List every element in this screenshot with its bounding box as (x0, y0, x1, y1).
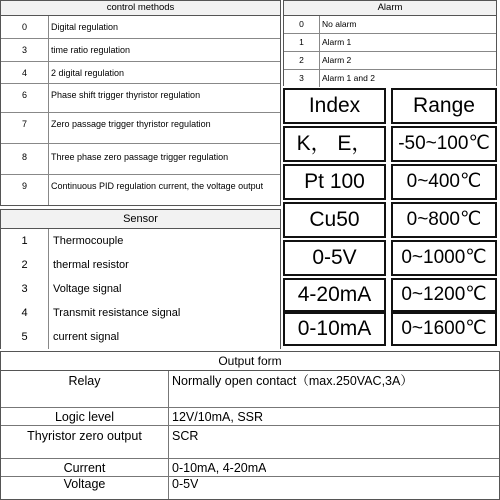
control-methods-table (0, 0, 281, 206)
alarm-number: 3 (284, 70, 320, 87)
sensor-text: current signal (53, 331, 120, 343)
table-row (284, 70, 496, 87)
index-header: Index (283, 88, 386, 124)
alarm-text: Alarm 1 and 2 (322, 73, 375, 83)
table-row (1, 277, 280, 302)
index-cell: 0-10mA (283, 312, 386, 346)
output-value: SCR (172, 429, 199, 443)
alarm-title: Alarm (284, 1, 496, 16)
control-methods-title: control methods (1, 1, 280, 16)
output-label: Logic level (1, 408, 169, 425)
alarm-table (283, 0, 497, 86)
sensor-number: 2 (1, 253, 49, 277)
table-row (1, 16, 280, 39)
range-cell: 0~1600℃ (391, 312, 497, 346)
method-text: Three phase zero passage trigger regulation (51, 152, 229, 162)
table-row (1, 325, 280, 349)
method-text: Digital regulation (51, 22, 119, 32)
alarm-number: 1 (284, 34, 320, 51)
range-cell: 0~1200℃ (391, 278, 497, 312)
method-text: time ratio regulation (51, 45, 131, 55)
index-cell: 0-5V (283, 240, 386, 276)
table-row (284, 34, 496, 52)
sensor-text: thermal resistor (53, 259, 129, 271)
table-row (1, 62, 280, 84)
method-number: 4 (1, 62, 49, 83)
output-value: 0-10mA, 4-20mA (172, 461, 267, 475)
index-cell: 4-20mA (283, 278, 386, 312)
table-row (1, 39, 280, 62)
alarm-number: 0 (284, 16, 320, 33)
alarm-number: 2 (284, 52, 320, 69)
table-row (1, 175, 280, 205)
sensor-table (0, 209, 281, 349)
method-number: 3 (1, 39, 49, 61)
output-form-table (0, 351, 500, 500)
method-text: Zero passage trigger thyristor regulation (51, 119, 211, 129)
sensor-text: Transmit resistance signal (53, 307, 181, 319)
alarm-text: Alarm 1 (322, 37, 352, 47)
table-row (1, 113, 280, 144)
method-text: Continuous PID regulation current, the voltage output (51, 181, 264, 191)
table-row (1, 408, 499, 426)
table-row (284, 52, 496, 70)
table-row (1, 229, 280, 254)
sensor-text: Voltage signal (53, 283, 122, 295)
range-cell: 0~400℃ (391, 164, 497, 200)
alarm-text: Alarm 2 (322, 55, 352, 65)
sensor-text: Thermocouple (53, 235, 124, 247)
output-label: Relay (1, 371, 169, 407)
output-value: Normally open contact（max.250VAC,3A） (172, 374, 413, 388)
index-range-table (283, 88, 497, 346)
sensor-number: 1 (1, 229, 49, 253)
table-row (1, 426, 499, 459)
table-row (1, 144, 280, 175)
sensor-number: 5 (1, 325, 49, 349)
range-cell: 0~800℃ (391, 202, 497, 238)
alarm-text: No alarm (322, 19, 357, 29)
sensor-number: 3 (1, 277, 49, 301)
index-cell: Cu50 (283, 202, 386, 238)
table-row (1, 459, 499, 477)
sensor-number: 4 (1, 301, 49, 325)
table-row (1, 253, 280, 278)
output-value: 12V/10mA, SSR (172, 410, 264, 424)
method-text: 2 digital regulation (51, 68, 125, 78)
method-number: 6 (1, 84, 49, 112)
output-form-title: Output form (1, 352, 499, 371)
output-label: Current (1, 459, 169, 476)
range-cell: -50~100℃ (391, 126, 497, 162)
range-header: Range (391, 88, 497, 124)
method-number: 0 (1, 16, 49, 38)
range-cell: 0~1000℃ (391, 240, 497, 276)
sensor-title: Sensor (1, 210, 280, 229)
table-row (284, 16, 496, 34)
output-label: Thyristor zero output (1, 426, 169, 458)
method-text: Phase shift trigger thyristor regulation (51, 90, 201, 100)
output-label: Voltage (1, 477, 169, 499)
method-number: 9 (1, 175, 49, 205)
table-row (1, 477, 499, 499)
table-row (1, 84, 280, 113)
output-value: 0-5V (172, 477, 199, 491)
index-cell: K， E， (283, 126, 386, 162)
table-row (1, 301, 280, 326)
method-number: 8 (1, 144, 49, 174)
method-number: 7 (1, 113, 49, 143)
index-cell: Pt 100 (283, 164, 386, 200)
table-row (1, 371, 499, 408)
